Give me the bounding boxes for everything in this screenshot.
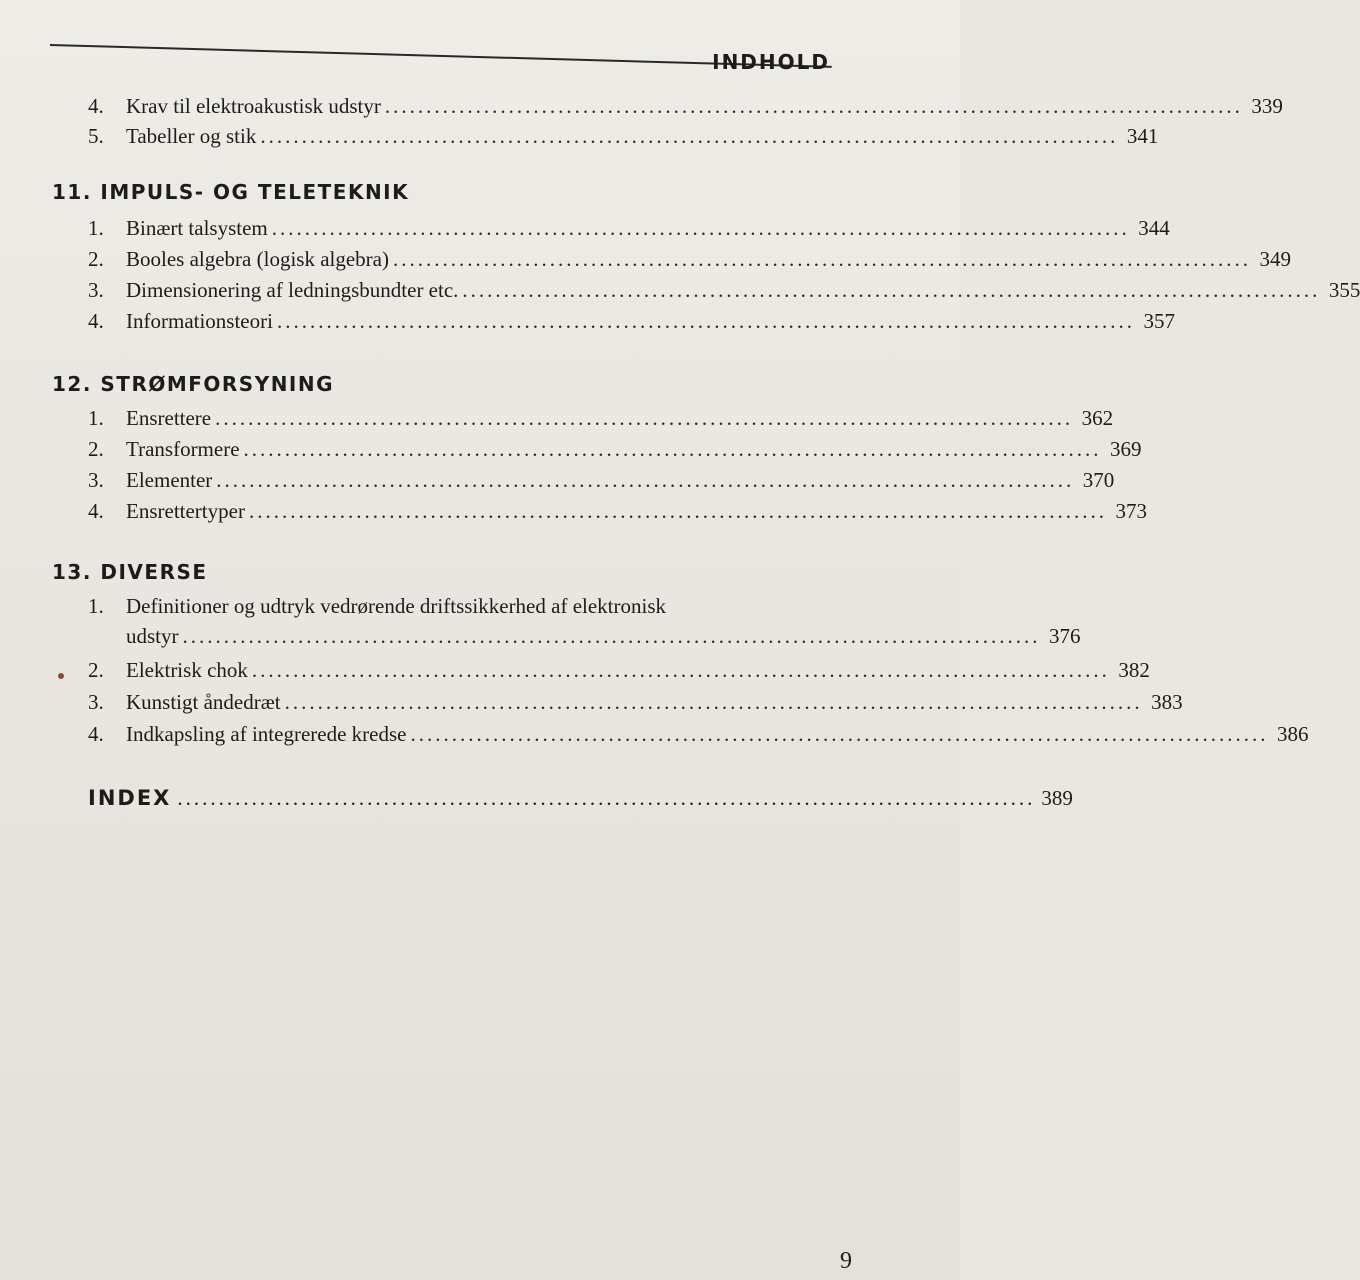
toc-entry <box>88 92 1283 120</box>
entry-page: 341 <box>1126 124 1159 148</box>
entry-number: 4. <box>88 499 104 523</box>
leader-dots: ........................................................................................................ <box>248 499 1107 523</box>
entry-title: Elektrisk chok <box>126 658 248 682</box>
entry-number: 5. <box>88 124 104 148</box>
entry-number: 1. <box>88 406 104 430</box>
leader-dots: ........................................................................................................ <box>462 278 1321 302</box>
entry-number: 3. <box>88 278 104 302</box>
leader-dots: ........................................................................................................ <box>284 690 1143 714</box>
leader-dots: ........................................................................................................ <box>216 468 1075 492</box>
leader-dots: ........................................................................................................ <box>276 309 1135 333</box>
entry-number: 4. <box>88 309 104 333</box>
toc-entry-line1 <box>88 592 832 620</box>
toc-entry <box>88 307 1175 335</box>
entry-title: Binært talsystem <box>126 216 268 240</box>
entry-number: 3. <box>88 690 104 714</box>
leader-dots: ........................................................................................................ <box>384 94 1243 118</box>
entry-title: Booles algebra (logisk algebra) <box>126 247 389 271</box>
leader-dots: ........................................................................................................ <box>215 406 1074 430</box>
entry-title: Indkapsling af integrerede kredse <box>126 722 407 746</box>
toc-entry <box>88 497 1147 525</box>
entry-title: Kunstigt åndedræt <box>126 690 281 714</box>
entry-page: 373 <box>1115 499 1147 523</box>
entry-number: 1. <box>88 594 104 618</box>
leader-dots: ........................................................................................................ <box>177 786 1036 810</box>
index-label: INDEX <box>88 786 172 810</box>
entry-page: 370 <box>1082 468 1115 492</box>
toc-entry <box>88 404 1114 432</box>
entry-page: 339 <box>1251 94 1283 118</box>
entry-page: 355 <box>1328 278 1360 302</box>
toc-entry <box>88 466 1115 494</box>
entry-title: Transformere <box>126 437 240 461</box>
entry-page: 386 <box>1276 722 1309 746</box>
running-head: INDHOLD <box>712 50 830 74</box>
entry-number: 4. <box>88 722 104 746</box>
section-heading: 11. IMPULS- OG TELETEKNIK <box>52 180 410 204</box>
toc-entry-line2 <box>88 622 1081 650</box>
entry-title-continued: udstyr <box>126 624 179 648</box>
entry-number: 3. <box>88 468 104 492</box>
leader-dots: ........................................................................................................ <box>182 624 1041 648</box>
entry-page: 369 <box>1110 437 1142 461</box>
leader-dots: ........................................................................................................ <box>393 247 1251 271</box>
entry-number: 4. <box>88 94 104 118</box>
entry-page: 382 <box>1118 658 1150 682</box>
entry-title: Definitioner og udtryk vedrørende driftssikkerhed af elektronisk <box>126 594 667 618</box>
entry-title: Informationsteori <box>126 309 273 333</box>
entry-number: 2. <box>88 247 104 271</box>
margin-mark <box>58 673 64 679</box>
toc-entry <box>88 276 1360 304</box>
entry-page: 376 <box>1049 624 1081 648</box>
entry-page: 344 <box>1138 216 1170 240</box>
toc-entry <box>88 122 1159 150</box>
section-heading: 13. DIVERSE <box>52 560 208 584</box>
toc-entry <box>88 720 1309 748</box>
index-entry <box>88 786 1073 811</box>
leader-dots: ........................................................................................................ <box>271 216 1130 240</box>
entry-title: Ensrettere <box>126 406 212 430</box>
entry-page: 383 <box>1151 690 1183 714</box>
leader-dots: ........................................................................................................ <box>410 722 1269 746</box>
page-number: 9 <box>840 1248 852 1274</box>
entry-number: 1. <box>88 216 104 240</box>
entry-title: Ensrettertyper <box>126 499 245 523</box>
entry-title: Tabeller og stik <box>126 124 257 148</box>
entry-page: 357 <box>1143 309 1175 333</box>
index-page: 389 <box>1041 786 1073 810</box>
entry-page: 362 <box>1081 406 1114 430</box>
entry-number: 2. <box>88 437 104 461</box>
toc-entry <box>88 688 1183 716</box>
leader-dots: ........................................................................................................ <box>243 437 1102 461</box>
entry-title: Elementer <box>126 468 213 492</box>
toc-entry <box>88 435 1142 463</box>
leader-dots: ........................................................................................................ <box>260 124 1119 148</box>
toc-entry <box>88 656 1150 684</box>
toc-entry <box>88 245 1291 273</box>
entry-number: 2. <box>88 658 104 682</box>
entry-title: Krav til elektroakustisk udstyr <box>126 94 381 118</box>
entry-title: Dimensionering af ledningsbundter etc. <box>126 278 459 302</box>
section-heading: 12. STRØMFORSYNING <box>52 372 335 396</box>
entry-page: 349 <box>1259 247 1291 271</box>
toc-entry <box>88 214 1170 242</box>
leader-dots: ........................................................................................................ <box>251 658 1110 682</box>
